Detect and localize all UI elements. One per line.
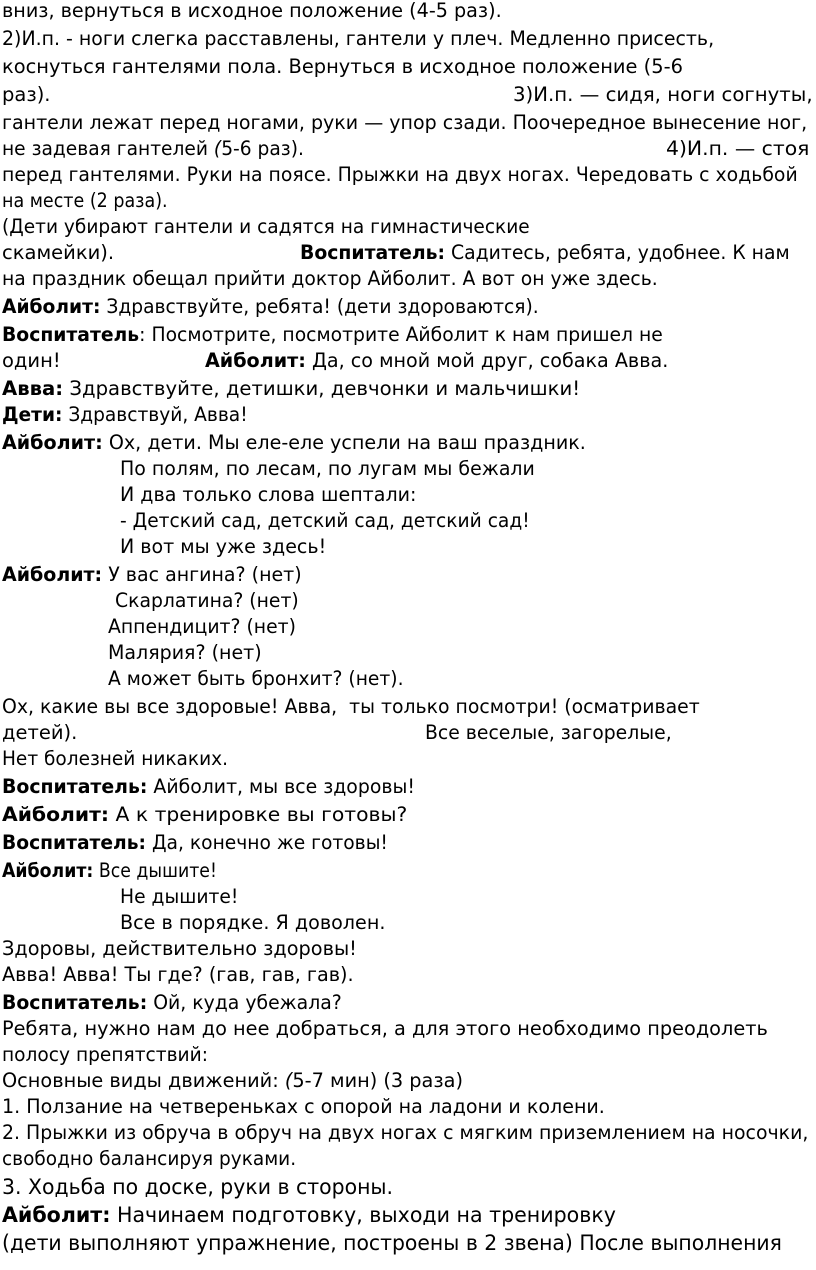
text-segment: Авва! Авва! Ты где? (гав, гав, гав).: [2, 963, 354, 986]
text-line: [2, 188, 168, 215]
text-segment: Малярия? (нет): [108, 641, 262, 664]
text-line: [2, 110, 807, 137]
text-segment: раз).: [2, 83, 51, 106]
text-line: [2, 1068, 463, 1095]
text-line: [2, 348, 61, 375]
speaker-name: Дети:: [2, 403, 63, 426]
text-line: [666, 136, 809, 163]
text-line: [2, 136, 304, 163]
text-segment: Ох, дети. Мы еле-еле успели на ваш праздник.: [102, 431, 586, 454]
text-line: [2, 1202, 616, 1229]
text-line: [2, 802, 407, 829]
text-line: [108, 640, 262, 667]
text-line: [2, 162, 798, 189]
text-segment: 2)И.п. - ноги слегка расставлены, гантели у плеч. Медленно присесть,: [2, 27, 715, 50]
text-segment: 1. Ползание на четвереньках с опорой на ладони и колени.: [2, 1095, 605, 1118]
text-segment: коснуться гантелями пола. Вернуться в исходное положение (5-6: [2, 55, 683, 78]
text-segment: И вот мы уже здесь!: [120, 535, 327, 558]
text-line: [2, 26, 714, 53]
text-segment: 5-7 мин) (3 раза): [292, 1069, 463, 1092]
speaker-name: Воспитатель:: [2, 991, 148, 1014]
text-segment: вниз, вернуться в исходное положение (4-5 раз).: [2, 0, 502, 22]
text-segment: 2. Прыжки из обруча в обруч на двух ногах с мягким приземлением на носочки,: [2, 1121, 809, 1144]
text-segment: Аппендицит? (нет): [108, 615, 296, 638]
text-segment: на праздник обещал прийти доктор Айболит. А вот он уже здесь.: [2, 267, 658, 290]
text-line: [120, 508, 530, 535]
text-segment: на месте (2 раза).: [2, 189, 168, 212]
speaker-name: Воспитатель:: [300, 241, 446, 264]
text-segment: И два только слова шептали:: [120, 483, 417, 506]
text-segment: : Посмотрите, посмотрите Айболит к нам пришел не: [139, 323, 663, 346]
text-line: [2, 266, 658, 293]
text-line: [2, 858, 217, 885]
text-line: [205, 348, 668, 375]
text-line: [513, 82, 813, 109]
text-segment: один!: [2, 349, 61, 372]
speaker-name: Айболит:: [2, 431, 103, 454]
text-segment: скамейки).: [2, 241, 115, 264]
text-segment: А может быть бронхит? (нет).: [108, 667, 404, 690]
text-segment: Да, со мной мой друг, собака Авва.: [305, 349, 669, 372]
text-segment: не задевая гантелей: [2, 137, 214, 160]
text-segment: Основные виды движений:: [2, 1069, 285, 1092]
text-line: [2, 1016, 768, 1043]
text-line: [2, 962, 354, 989]
text-segment: 3)И.п. — сидя, ноги согнуты,: [513, 83, 813, 106]
text-segment: А к тренировке вы готовы?: [109, 803, 408, 826]
text-line: [2, 694, 700, 721]
text-line: [2, 720, 77, 747]
text-segment: Здоровы, действительно здоровы!: [2, 937, 357, 960]
text-segment: Нет болезней никаких.: [2, 747, 228, 770]
speaker-name: Айболит:: [2, 859, 94, 882]
text-segment: 4)И.п. — стоя: [666, 137, 810, 160]
text-line: [425, 720, 672, 747]
text-segment: - Детский сад, детский сад, детский сад!: [120, 509, 530, 532]
text-segment: Ребята, нужно нам до нее добраться, а для этого необходимо преодолеть: [2, 1017, 768, 1040]
speaker-name: Воспитатель: [2, 323, 140, 346]
speaker-name: Айболит:: [2, 563, 103, 586]
text-line: [2, 1230, 782, 1257]
text-segment: свободно балансируя руками.: [2, 1147, 297, 1170]
text-segment: Ой, куда убежала?: [147, 991, 342, 1014]
text-segment: 3. Ходьба по доске, руки в стороны.: [2, 1175, 394, 1199]
text-segment: полосу препятствий:: [2, 1043, 208, 1066]
text-line: [2, 294, 539, 321]
text-line: [2, 54, 683, 81]
text-line: [2, 990, 342, 1017]
text-line: [2, 936, 357, 963]
text-line: [2, 430, 586, 457]
text-segment: Да, конечно же готовы!: [146, 831, 388, 854]
text-line: [2, 0, 502, 25]
text-line: [2, 1120, 808, 1147]
text-line: [2, 746, 228, 773]
speaker-name: Айболит:: [2, 295, 101, 318]
text-line: [120, 910, 385, 937]
text-segment: 5-6 раз).: [221, 137, 304, 160]
text-line: [120, 534, 326, 561]
text-segment: (: [213, 137, 222, 160]
text-segment: Все веселые, загорелые,: [425, 721, 672, 744]
text-line: [2, 376, 580, 403]
text-segment: гантели лежат перед ногами, руки — упор сзади. Поочередное вынесение ног,: [2, 111, 808, 134]
text-line: [2, 402, 248, 429]
text-line: [108, 614, 296, 641]
text-line: [108, 666, 404, 693]
text-line: [120, 456, 535, 483]
text-segment: (дети выполняют упражнение, построены в 2 звена) После выполнения: [2, 1231, 782, 1255]
text-segment: По полям, по лесам, по лугам мы бежали: [120, 457, 535, 480]
text-line: [2, 322, 663, 349]
text-segment: (Дети убирают гантели и садятся на гимнастические: [2, 215, 530, 238]
speaker-name: Айболит:: [2, 803, 110, 826]
text-segment: Здравствуй, Авва!: [62, 403, 248, 426]
text-line: [2, 240, 114, 267]
speaker-name: Айболит:: [205, 349, 306, 372]
speaker-name: Авва:: [2, 377, 64, 400]
text-line: [120, 482, 416, 509]
text-segment: Айболит, мы все здоровы!: [147, 775, 415, 798]
text-segment: перед гантелями. Руки на поясе. Прыжки на двух ногах. Чередовать с ходьбой: [2, 163, 798, 186]
text-segment: Начинаем подготовку, выходи на тренировку: [110, 1203, 616, 1227]
text-segment: Не дышите!: [120, 885, 239, 908]
text-line: [2, 82, 51, 109]
text-segment: Все дышите!: [93, 859, 217, 882]
text-line: [2, 774, 415, 801]
text-segment: Скарлатина? (нет): [115, 589, 299, 612]
text-line: [300, 240, 790, 267]
text-line: [2, 214, 530, 241]
text-segment: У вас ангина? (нет): [102, 563, 302, 586]
text-line: [120, 884, 238, 911]
text-segment: Здравствуйте, детишки, девчонки и мальчишки!: [63, 377, 581, 400]
text-line: [2, 562, 302, 589]
text-segment: Ох, какие вы все здоровые! Авва, ты только посмотри! (осматривает: [2, 695, 700, 718]
text-line: [2, 1094, 605, 1121]
text-line: [2, 1042, 208, 1069]
speaker-name: Воспитатель:: [2, 775, 148, 798]
text-segment: Все в порядке. Я доволен.: [120, 911, 386, 934]
text-line: [2, 1174, 393, 1201]
speaker-name: Айболит:: [2, 1203, 111, 1227]
text-line: [115, 588, 299, 615]
text-segment: детей).: [2, 721, 78, 744]
text-segment: Здравствуйте, ребята! (дети здороваются).: [100, 295, 539, 318]
text-segment: (: [284, 1069, 293, 1092]
speaker-name: Воспитатель:: [2, 831, 147, 854]
text-line: [2, 1146, 296, 1173]
text-line: [2, 830, 388, 857]
text-segment: Садитесь, ребята, удобнее. К нам: [445, 241, 790, 264]
